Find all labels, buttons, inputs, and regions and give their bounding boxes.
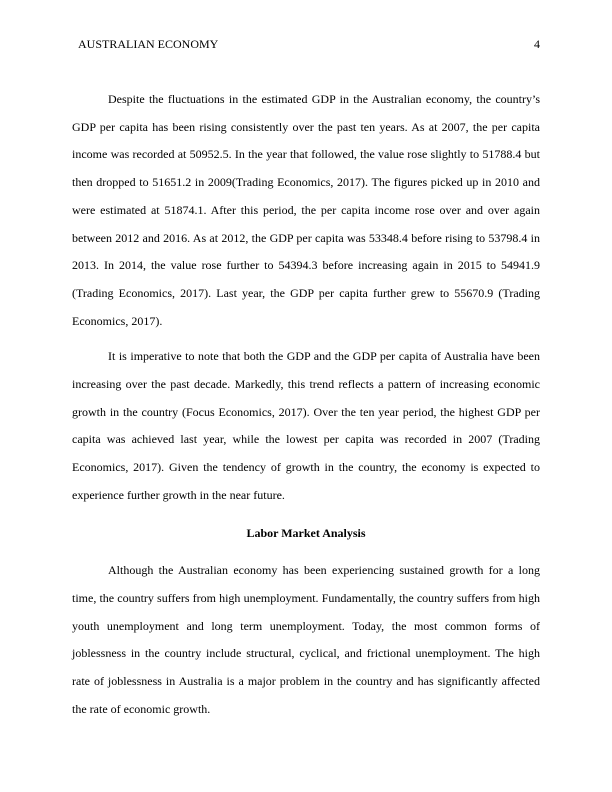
body-paragraph-growth-trend: It is imperative to note that both the GDP and the GDP per capita of Australia have been increasing over the past decade. Markedly, this trend reflects a pattern of increasing economic growth in the country (Focus Economics, 2017). Over the ten year period, the highest GDP per capita was achieved last year, while the lowest per capita was recorded in 2007 (Trading Economics, 2017). Given the tendency of growth in the country, the economy is expected to experience further growth in the near future. — [72, 349, 540, 502]
page-header — [78, 36, 540, 52]
body-paragraph-gdp-per-capita: Despite the fluctuations in the estimated GDP in the Australian economy, the country’s GDP per capita has been rising consistently over the past ten years. As at 2007, the per capita income was recorded at 50952.5. In the year that followed, the value rose slightly to 51788.4 but then dropped to 51651.2 in 2009(Trading Economics, 2017). The figures picked up in 2010 and were estimated at 51874.1. After this period, the per capita income rose over and over again between 2012 and 2016. As at 2012, the GDP per capita was 53348.4 before rising to 53798.4 in 2013. In 2014, the value rose further to 54394.3 before increasing again in 2015 to 54941.9 (Trading Economics, 2017). Last year, the GDP per capita further grew to 55670.9 (Trading Economics, 2017). — [72, 92, 540, 328]
document-body — [72, 86, 540, 723]
running-head: AUSTRALIAN ECONOMY — [78, 37, 219, 51]
body-paragraph-labor-market: Although the Australian economy has been experiencing sustained growth for a long time, the country suffers from high unemployment. Fundamentally, the country suffers from high youth unemployment and long term unemployment. Today, the most common forms of joblessness in the country include structural, cyclical, and frictional unemployment. The high rate of joblessness in Australia is a major problem in the country and has significantly affected the rate of economic growth. — [72, 563, 540, 716]
section-heading: Labor Market Analysis — [246, 525, 366, 540]
page-number: 4 — [534, 37, 540, 51]
